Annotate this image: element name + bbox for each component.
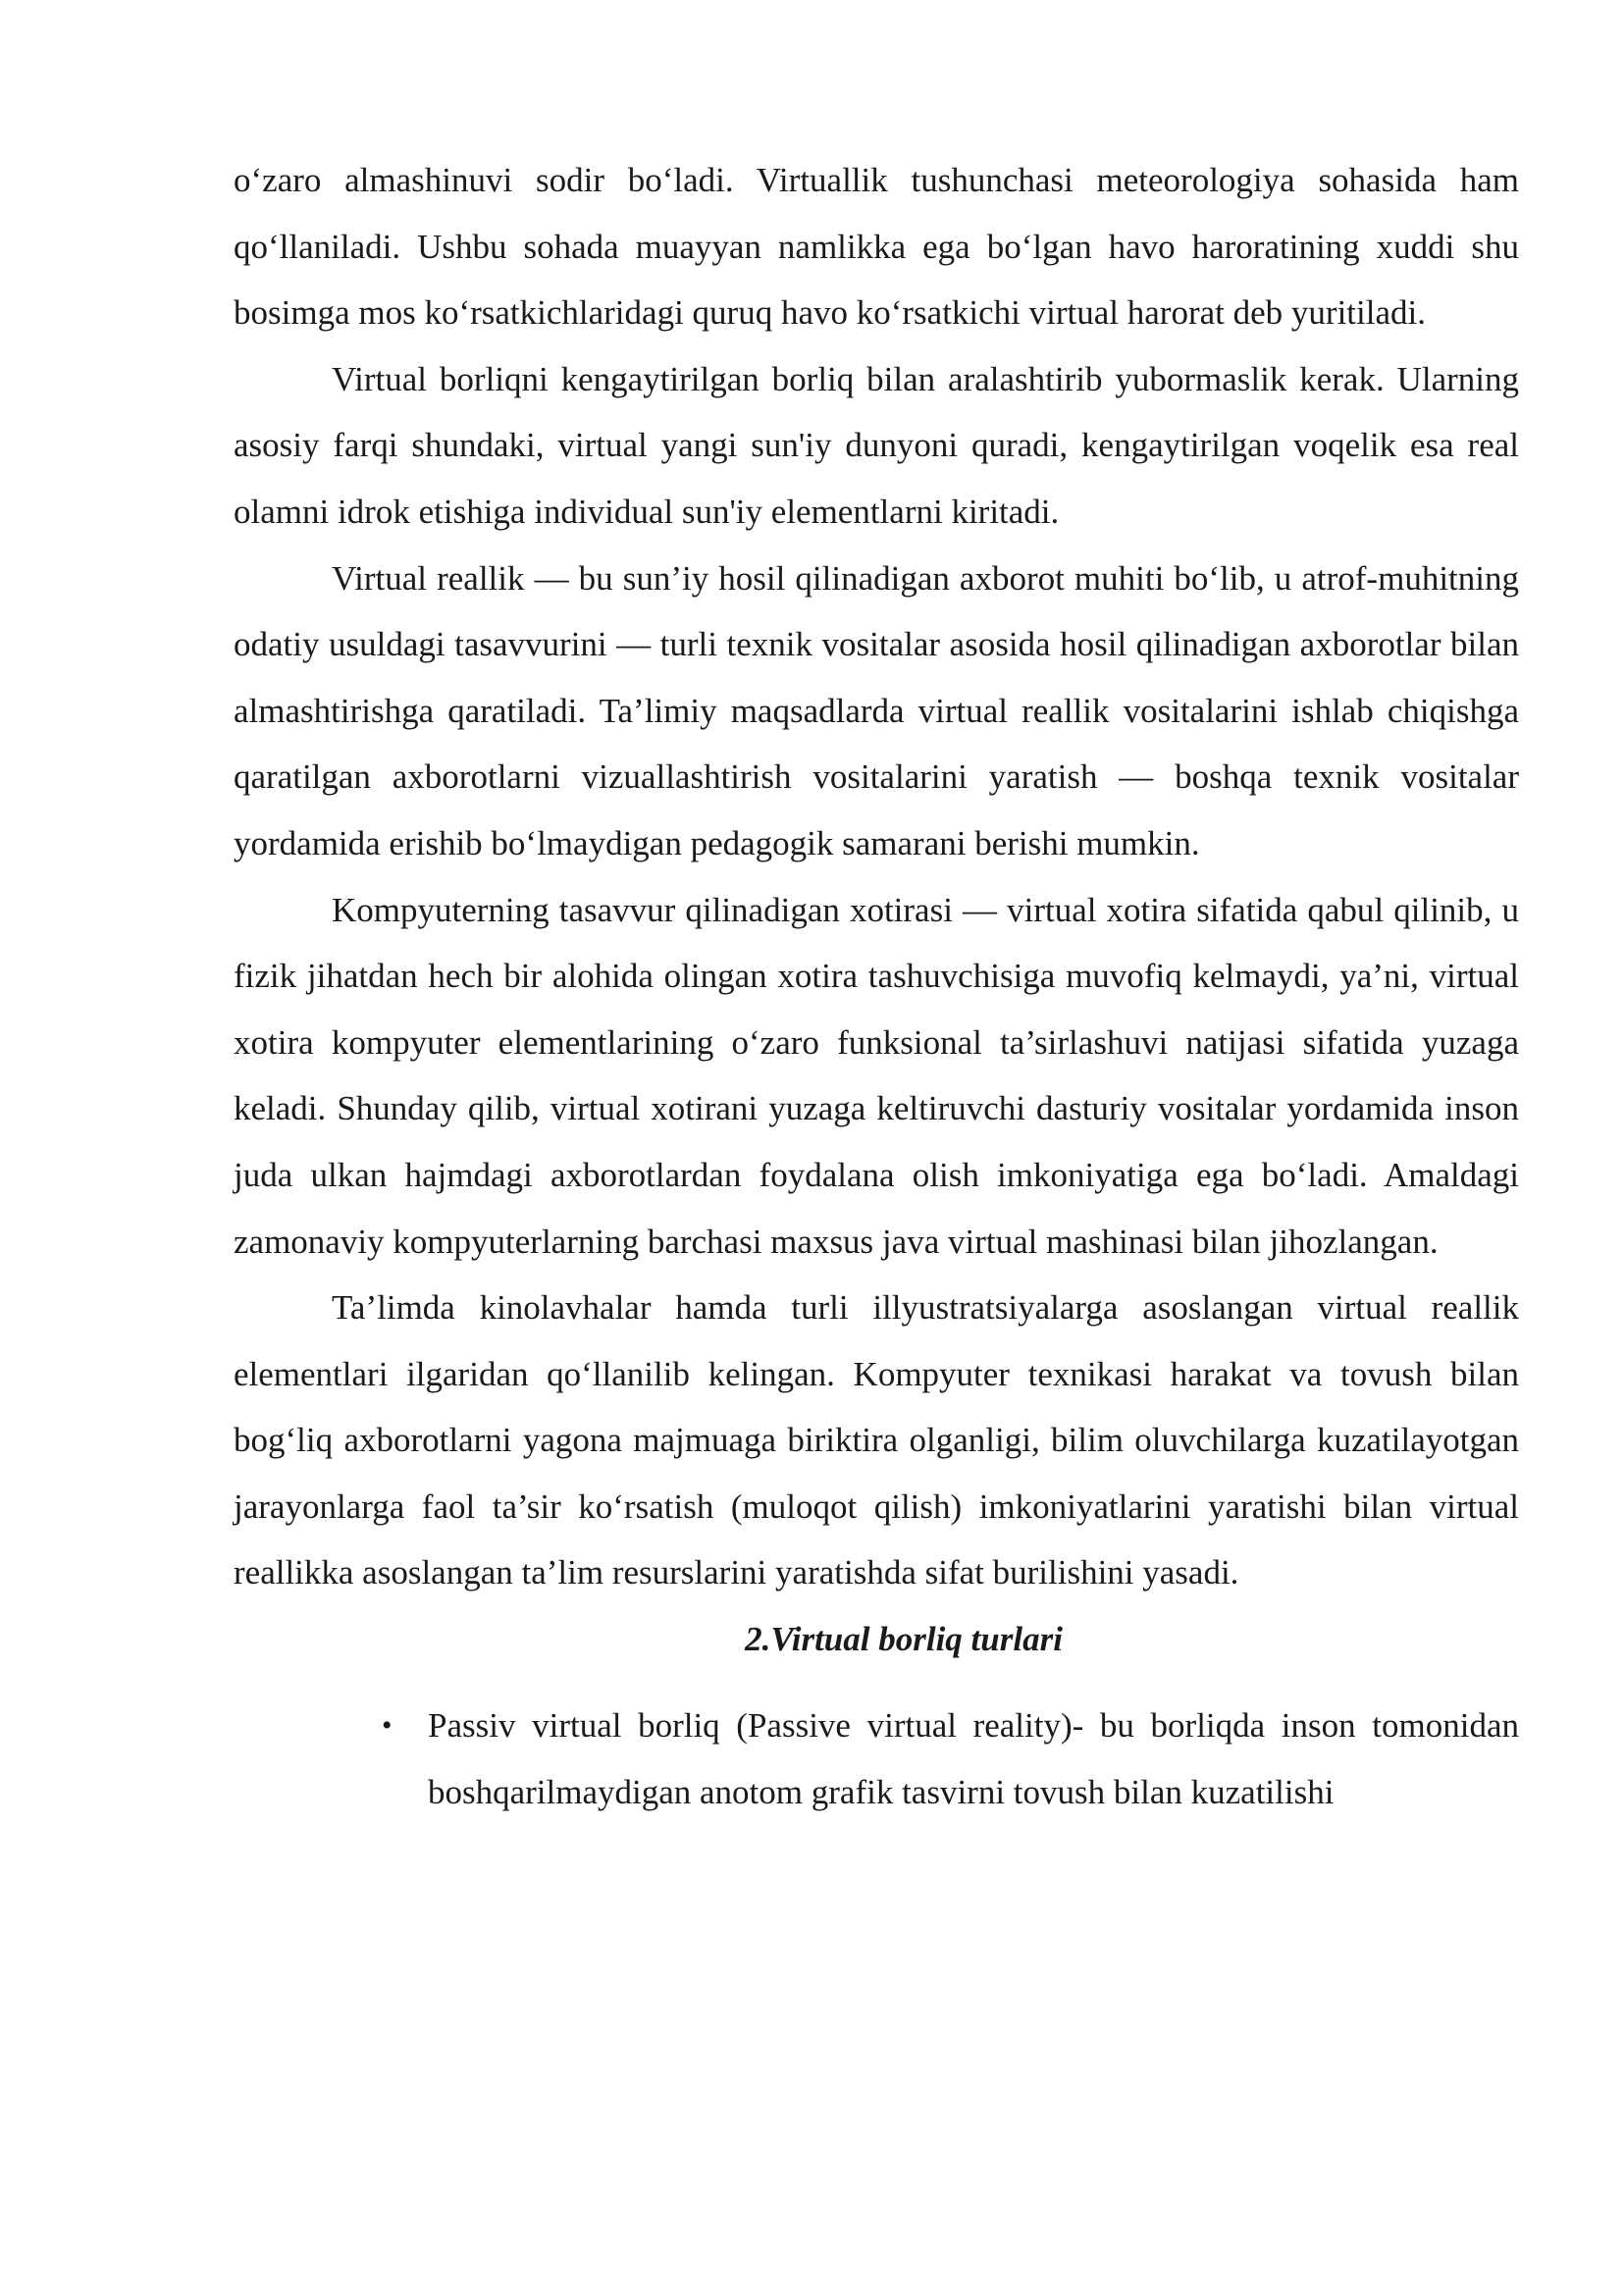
paragraph-2: Virtual borliqni kengaytirilgan borliq bilan aralashtirib yubormaslik kerak. Ularning asosiy farqi shundaki, virtual yangi sun'iy dunyoni quradi, kengaytirilgan voqelik esa real olamni idrok etishiga individual sun'iy elementlarni kiritadi. xyxy=(234,359,1519,531)
paragraph-1: o‘zaro almashinuvi sodir bo‘ladi. Virtuallik tushunchasi meteorologiya sohasida ham qo‘llaniladi. Ushbu sohada muayyan namlikka ega bo‘lgan havo haroratining xuddi shu bosimga mos ko‘rsatkichlaridagi quruq havo ko‘rsatkichi virtual harorat deb yuritiladi. xyxy=(234,161,1519,333)
section-heading: 2.Virtual borliq turlari xyxy=(745,1620,1063,1659)
bullet-text: Passiv virtual borliq (Passive virtual reality)- bu borliqda inson tomonidan boshqarilmaydigan anotom grafik tasvirni tovush bilan kuzatilishi xyxy=(428,1706,1519,1811)
bullet-list xyxy=(234,1693,1519,1825)
document-page xyxy=(234,147,1519,1825)
paragraph-4: Kompyuterning tasavvur qilinadigan xotirasi — virtual xotira sifatida qabul qilinib, u fizik jihatdan hech bir alohida olingan xotira tashuvchisiga muvofiq kelmaydi, ya’ni, virtual xotira kompyuter elementlarining o‘zaro funksional ta’sirlashuvi natijasi sifatida yuzaga keladi. Shunday qilib, virtual xotirani yuzaga keltiruvchi dasturiy vositalar yordamida inson juda ulkan hajmdagi axborotlardan foydalana olish imkoniyatiga ega bo‘ladi. Amaldagi zamonaviy kompyuterlarning barchasi maxsus java virtual mashinasi bilan jihozlangan. xyxy=(234,890,1519,1261)
paragraph-3: Virtual reallik — bu sun’iy hosil qilinadigan axborot muhiti bo‘lib, u atrof-muhitning odatiy usuldagi tasavvurini — turli texnik vositalar asosida hosil qilinadigan axborotlar bilan almashtirishga qaratiladi. Ta’limiy maqsadlarda virtual reallik vositalarini ishlab chiqishga qaratilgan axborotlarni vizuallashtirish vositalarini yaratish — boshqa texnik vositalar yordamida erishib bo‘lmaydigan pedagogik samarani berishi mumkin. xyxy=(234,558,1519,862)
list-item xyxy=(382,1693,1519,1825)
paragraph-5: Ta’limda kinolavhalar hamda turli illyustratsiyalarga asoslangan virtual reallik elementlari ilgaridan qo‘llanilib kelingan. Kompyuter texnikasi harakat va tovush bilan bog‘liq axborotlarni yagona majmuaga biriktira olganligi, bilim oluvchilarga kuzatilayotgan jarayonlarga faol ta’sir ko‘rsatish (muloqot qilish) imkoniyatlarini yaratishi bilan virtual reallikka asoslangan ta’lim resurslarini yaratishda sifat burilishini yasadi. xyxy=(234,1288,1519,1592)
bullet-icon: • xyxy=(382,1709,393,1743)
